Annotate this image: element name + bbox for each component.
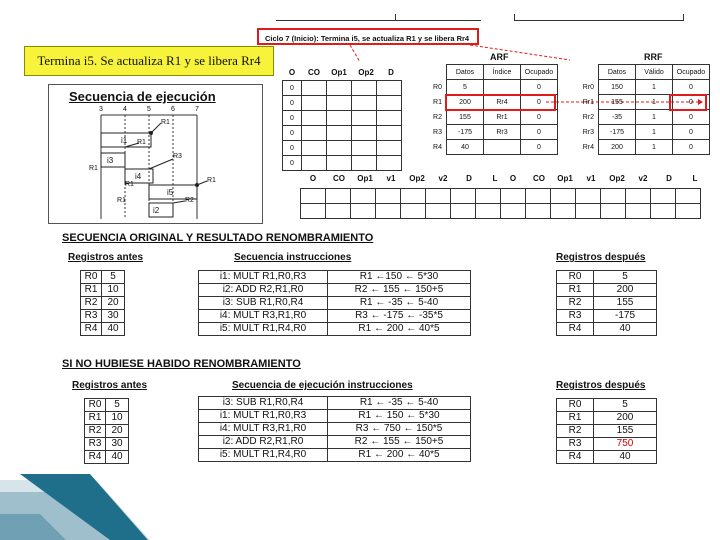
rrf-row-name: Rr0 <box>582 84 594 91</box>
instr-text: i4: MULT R3,R1,R0 <box>199 423 328 436</box>
arf-datos: 200 <box>447 95 484 110</box>
instr-text: i2: ADD R2,R1,R0 <box>199 436 328 449</box>
reg-row <box>81 271 125 284</box>
rrf-highlight <box>669 94 707 111</box>
arf-indice <box>484 80 521 95</box>
rrf-datos: -175 <box>599 125 636 140</box>
section1-instr-table <box>198 270 471 336</box>
reg-name: R3 <box>557 438 594 451</box>
rrf-row-name: Rr3 <box>582 129 594 136</box>
reg-value: 40 <box>102 323 125 336</box>
reg-name: R1 <box>81 284 102 297</box>
rs-header: D <box>666 174 672 183</box>
rs-header: CO <box>333 174 345 183</box>
reg-name: R3 <box>85 438 106 451</box>
arf-ocupado: 0 <box>521 110 558 125</box>
iq-header: D <box>388 68 394 77</box>
reg-value: 40 <box>594 451 657 464</box>
rs-header: Op1 <box>357 174 373 183</box>
reg-name: R0 <box>81 271 102 284</box>
rrf-header-row <box>599 65 710 80</box>
iq-cell <box>302 111 327 126</box>
exec-tick: 5 <box>147 106 151 113</box>
rrf-valido: 1 <box>636 80 673 95</box>
rrf-row <box>599 110 710 125</box>
instr-text: i3: SUB R1,R0,R4 <box>199 397 328 410</box>
instr-text: i3: SUB R1,R0,R4 <box>199 297 328 310</box>
rrf-row <box>599 80 710 95</box>
reg-value: 5 <box>106 399 129 412</box>
instr-result: R1 ← 150 ← 5*30 <box>328 410 471 423</box>
rs-header: Op1 <box>557 174 573 183</box>
reg-row <box>85 412 129 425</box>
iq-row <box>283 81 402 96</box>
reg-value: 750 <box>594 438 657 451</box>
exec-label-i1: i1 <box>121 136 128 145</box>
iq-header: O <box>288 68 296 77</box>
section1-instr-title: Secuencia instrucciones <box>234 252 352 263</box>
reg-name: R3 <box>81 310 102 323</box>
instr-text: i1: MULT R1,R0,R3 <box>199 271 328 284</box>
reg-row <box>557 323 657 336</box>
section1-before-title: Registros antes <box>68 252 144 263</box>
reg-value: -175 <box>594 310 657 323</box>
rrf-ocupado: 0 <box>673 110 710 125</box>
iq-cell <box>302 141 327 156</box>
reg-value: 40 <box>594 323 657 336</box>
reg-row <box>557 271 657 284</box>
reg-name: R2 <box>81 297 102 310</box>
rrf-ocupado: 0 <box>673 80 710 95</box>
instr-text: i5: MULT R1,R4,R0 <box>199 323 328 336</box>
rs-header: L <box>692 174 698 183</box>
arf-indice: Rr1 <box>484 110 521 125</box>
instr-result: R3 ← 750 ← 150*5 <box>328 423 471 436</box>
arf-header: Datos <box>447 65 484 80</box>
top-divider-right <box>514 20 684 21</box>
iq-cell <box>352 96 377 111</box>
reg-value: 5 <box>102 271 125 284</box>
iq-header: Op1 <box>331 68 347 77</box>
iq-cell <box>377 111 402 126</box>
rs-header: v1 <box>586 174 596 183</box>
rs-header: O <box>309 174 317 183</box>
instr-text: i5: MULT R1,R4,R0 <box>199 449 328 462</box>
iq-row <box>283 96 402 111</box>
reg-name: R4 <box>81 323 102 336</box>
instr-result: R1 ← 200 ← 40*5 <box>328 449 471 462</box>
arf-header-row <box>447 65 558 80</box>
rrf-valido: 1 <box>636 140 673 155</box>
rrf-row-name: Rr2 <box>582 114 594 121</box>
instr-result: R1 ←150 ← 5*30 <box>328 271 471 284</box>
instr-row <box>199 397 471 410</box>
cycle-summary-label: Termina i5. Se actualiza R1 y se libera Rr4 <box>24 46 274 76</box>
reg-row <box>85 425 129 438</box>
rs-header: CO <box>533 174 545 183</box>
iq-header: Op2 <box>358 68 374 77</box>
iq-cell <box>327 141 352 156</box>
instr-result: R2 ← 155 ← 150+5 <box>328 436 471 449</box>
cycle-info-text: Ciclo 7 (Inicio): Termina i5, se actualiza R1 y se libera Rr4 <box>265 34 470 43</box>
iq-cell-o: 0 <box>283 141 302 156</box>
reg-name: R0 <box>557 271 594 284</box>
section2-instr-table <box>198 396 471 462</box>
arf-datos: 5 <box>447 80 484 95</box>
reg-name: R0 <box>85 399 106 412</box>
exec-reg: R1 <box>89 165 98 172</box>
rrf-valido: 1 <box>636 110 673 125</box>
exec-reg: R1 <box>161 119 170 126</box>
exec-reg: R1 <box>137 139 146 146</box>
arf-highlight <box>445 94 556 111</box>
reg-name: R1 <box>85 412 106 425</box>
reg-value: 20 <box>102 297 125 310</box>
iq-cell <box>377 141 402 156</box>
iq-cell <box>352 81 377 96</box>
top-tick-1 <box>395 14 396 21</box>
section2-before-title: Registros antes <box>72 380 148 391</box>
iq-cell <box>327 111 352 126</box>
rrf-valido: 1 <box>636 95 673 110</box>
reg-name: R4 <box>557 451 594 464</box>
top-tick-3 <box>683 14 684 21</box>
exec-tick: 7 <box>195 106 199 113</box>
exec-tick: 3 <box>99 106 103 113</box>
rrf-row <box>599 125 710 140</box>
reg-row <box>81 284 125 297</box>
iq-cell <box>327 126 352 141</box>
iq-cell <box>352 156 377 171</box>
reg-value: 30 <box>106 438 129 451</box>
iq-header: CO <box>308 68 320 77</box>
reg-name: R3 <box>557 310 594 323</box>
rrf-valido: 1 <box>636 125 673 140</box>
iq-cell-o: 0 <box>283 111 302 126</box>
instr-text: i1: MULT R1,R0,R3 <box>199 410 328 423</box>
iq-row <box>283 111 402 126</box>
instr-result: R1 ← 200 ← 40*5 <box>328 323 471 336</box>
arf-title: ARF <box>490 52 509 62</box>
instr-row <box>199 436 471 449</box>
exec-label-i5: i5 <box>167 188 174 197</box>
instr-row <box>199 284 471 297</box>
top-divider-left <box>276 20 481 21</box>
arf-indice: Rr3 <box>484 125 521 140</box>
reg-row <box>85 399 129 412</box>
rrf-header: Datos <box>599 65 636 80</box>
reg-row <box>557 310 657 323</box>
arf-ocupado: 0 <box>521 80 558 95</box>
arf-row <box>447 140 558 155</box>
reg-name: R4 <box>85 451 106 464</box>
instr-result: R1 ← -35 ← 5-40 <box>328 397 471 410</box>
arf-ocupado: 0 <box>521 95 558 110</box>
instr-row <box>199 271 471 284</box>
exec-reg: R1 <box>207 177 216 184</box>
arf-row-names <box>420 80 442 155</box>
reg-value: 155 <box>594 297 657 310</box>
reg-value: 200 <box>594 284 657 297</box>
arf-datos: 155 <box>447 110 484 125</box>
reg-value: 20 <box>106 425 129 438</box>
iq-cell <box>377 96 402 111</box>
instr-text: i4: MULT R3,R1,R0 <box>199 310 328 323</box>
section2-instr-title: Secuencia de ejecución instrucciones <box>232 380 413 391</box>
iq-cell <box>327 81 352 96</box>
arf-row <box>447 125 558 140</box>
iq-cell-o: 0 <box>283 96 302 111</box>
iq-cell-o: 0 <box>283 126 302 141</box>
reg-name: R2 <box>85 425 106 438</box>
reg-value: 5 <box>594 399 657 412</box>
iq-cell <box>302 81 327 96</box>
arf-ocupado: 0 <box>521 140 558 155</box>
reg-row <box>557 284 657 297</box>
iq-cell-o: 0 <box>283 156 302 171</box>
iq-cell <box>377 156 402 171</box>
iq-row <box>283 156 402 171</box>
rrf-row-name: Rr4 <box>582 144 594 151</box>
reg-value: 40 <box>106 451 129 464</box>
exec-tick: 6 <box>171 106 175 113</box>
arf-datos: 40 <box>447 140 484 155</box>
rrf-ocupado: 0 <box>673 140 710 155</box>
instr-result: R2 ← 155 ← 150+5 <box>328 284 471 297</box>
rs-header: Op2 <box>609 174 625 183</box>
instr-row <box>199 323 471 336</box>
rs2-header-row <box>500 174 708 183</box>
arf-header: Ocupado <box>521 65 558 80</box>
exec-label-i4: i4 <box>135 172 142 181</box>
section1-title: SECUENCIA ORIGINAL Y RESULTADO RENOMBRAMIENTO <box>62 232 374 244</box>
reg-value: 155 <box>594 425 657 438</box>
rrf-header: Válido <box>636 65 673 80</box>
section1-after-title: Registros después <box>556 252 646 263</box>
reg-row <box>557 297 657 310</box>
iq-cell <box>352 111 377 126</box>
arf-row <box>447 110 558 125</box>
reg-value: 10 <box>102 284 125 297</box>
reg-name: R1 <box>557 412 594 425</box>
reg-row <box>557 412 657 425</box>
rs-header: v2 <box>638 174 648 183</box>
exec-tick: 4 <box>123 106 127 113</box>
exec-label-i2: i2 <box>153 206 160 215</box>
arf-row-name: R2 <box>433 114 442 121</box>
iq-cell-o: 0 <box>283 81 302 96</box>
exec-chart <box>49 85 262 223</box>
iq-cell <box>302 156 327 171</box>
arf-row-name: R0 <box>433 84 442 91</box>
reg-name: R1 <box>557 284 594 297</box>
instruction-queue <box>282 68 402 80</box>
exec-reg: R1 <box>125 181 134 188</box>
instr-result: R1 ← -35 ← 5-40 <box>328 297 471 310</box>
iq-cell <box>352 141 377 156</box>
reg-value: 30 <box>102 310 125 323</box>
rs1-header-row <box>300 174 508 183</box>
decorative-swoosh <box>0 456 330 540</box>
rrf-datos: 200 <box>599 140 636 155</box>
rrf-title: RRF <box>644 52 663 62</box>
iq-cell <box>377 126 402 141</box>
rs-header: v2 <box>438 174 448 183</box>
reg-row <box>81 323 125 336</box>
reg-value: 10 <box>106 412 129 425</box>
rs-header: v1 <box>386 174 396 183</box>
iq-table <box>282 80 402 171</box>
arf-indice: Rr4 <box>484 95 521 110</box>
arf-ocupado: 0 <box>521 125 558 140</box>
rrf-ocupado: 0 <box>673 95 710 110</box>
iq-cell <box>352 126 377 141</box>
arf-row-name: R4 <box>433 144 442 151</box>
arf-header: Índice <box>484 65 521 80</box>
exec-reg: R1 <box>117 197 126 204</box>
rrf-ocupado: 0 <box>673 125 710 140</box>
arf-row <box>447 80 558 95</box>
reg-name: R2 <box>557 425 594 438</box>
instr-row <box>199 410 471 423</box>
reg-row <box>81 310 125 323</box>
exec-title: Secuencia de ejecución <box>69 89 216 104</box>
reg-row <box>557 425 657 438</box>
reg-name: R0 <box>557 399 594 412</box>
reg-row <box>81 297 125 310</box>
rrf-row-name: Rr1 <box>582 99 594 106</box>
reg-name: R2 <box>557 297 594 310</box>
instr-row <box>199 423 471 436</box>
instr-result: R3 ← -175 ← -35*5 <box>328 310 471 323</box>
rs-header: Op2 <box>409 174 425 183</box>
rs-header: O <box>509 174 517 183</box>
instr-row <box>199 310 471 323</box>
section2-after-table <box>556 398 657 464</box>
rrf-datos: -35 <box>599 110 636 125</box>
reg-row <box>557 399 657 412</box>
iq-cell <box>377 81 402 96</box>
reg-name: R4 <box>557 323 594 336</box>
instr-row <box>199 297 471 310</box>
rrf-datos: 155 <box>599 95 636 110</box>
section2-before-table <box>84 398 129 464</box>
iq-cell <box>302 126 327 141</box>
iq-cell <box>327 96 352 111</box>
section1-after-table <box>556 270 657 336</box>
rrf-datos: 150 <box>599 80 636 95</box>
reg-value: 5 <box>594 271 657 284</box>
iq-row <box>283 126 402 141</box>
exec-label-i3: i3 <box>107 156 114 165</box>
rs2-table <box>500 188 701 219</box>
arf-indice <box>484 140 521 155</box>
rrf-row <box>599 140 710 155</box>
iq-cell <box>327 156 352 171</box>
arf-datos: -175 <box>447 125 484 140</box>
exec-reg: R3 <box>173 153 182 160</box>
rrf-row-names <box>570 80 594 155</box>
instr-text: i2: ADD R2,R1,R0 <box>199 284 328 297</box>
iq-cell <box>302 96 327 111</box>
rs-header: L <box>492 174 498 183</box>
iq-row <box>283 141 402 156</box>
arf-row-name: R1 <box>433 99 442 106</box>
rrf-header: Ocupado <box>673 65 710 80</box>
execution-sequence-diagram <box>48 84 263 224</box>
reg-row <box>557 451 657 464</box>
reg-row <box>85 438 129 451</box>
reg-value: 200 <box>594 412 657 425</box>
arf-row-name: R3 <box>433 129 442 136</box>
rs1-table <box>300 188 501 219</box>
exec-reg: R2 <box>185 197 194 204</box>
iq-header-row <box>282 68 402 80</box>
section1-before-table <box>80 270 125 336</box>
section2-title: SI NO HUBIESE HABIDO RENOMBRAMIENTO <box>62 358 301 370</box>
rs-header: D <box>466 174 472 183</box>
section2-after-title: Registros después <box>556 380 646 391</box>
reg-row <box>557 438 657 451</box>
top-tick-2 <box>514 14 515 21</box>
